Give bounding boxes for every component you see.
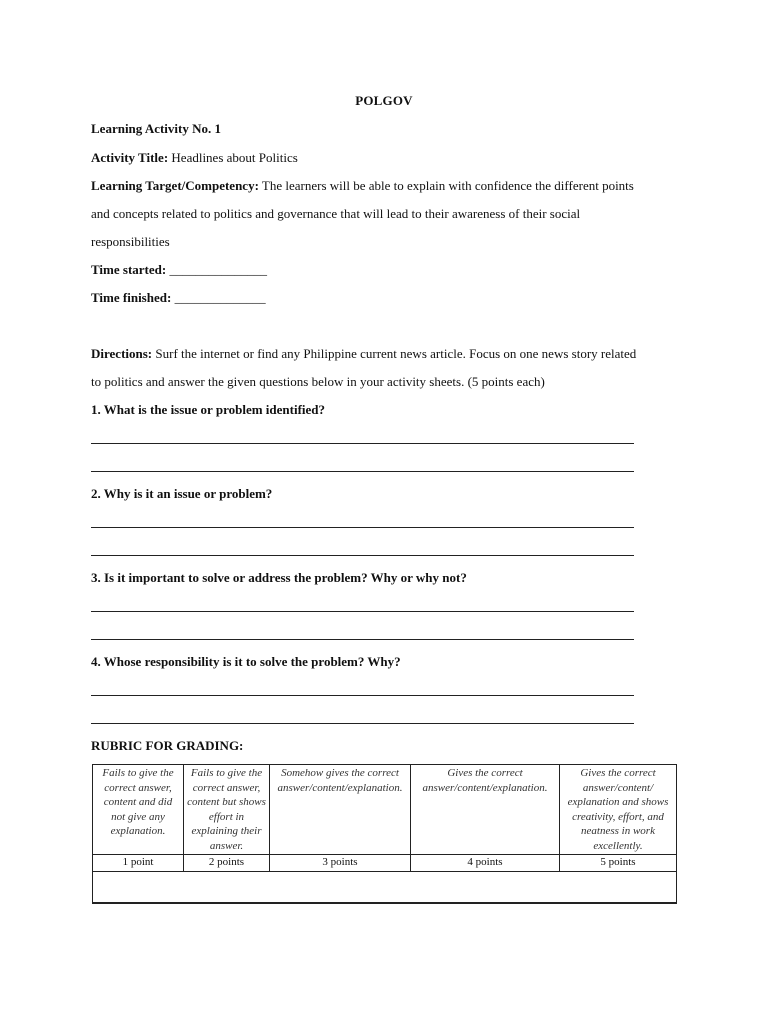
rubric-heading: RUBRIC FOR GRADING: — [91, 738, 244, 753]
rubric-description-5: Gives the correct answer/content/ explanation and shows creativity, effort, and neatness in work excellently. — [560, 765, 677, 855]
directions-label: Directions: — [91, 346, 153, 361]
rubric-description-3: Somehow gives the correct answer/content/explanation. — [270, 765, 411, 855]
question-2: 2. Why is it an issue or problem? — [91, 486, 273, 501]
directions-text-line2: to politics and answer the given questions below in your activity sheets. (5 points each) — [91, 374, 545, 389]
rubric-description-2: Fails to give the correct answer, content but shows effort in explaining their answer. — [184, 765, 270, 855]
rubric-points-1: 1 point — [93, 855, 184, 872]
question-3: 3. Is it important to solve or address the problem? Why or why not? — [91, 570, 467, 585]
learning-target-text-line1: The learners will be able to explain with confidence the different points — [261, 178, 634, 193]
answer-line — [91, 723, 634, 724]
activity-title-label: Activity Title: — [91, 150, 169, 165]
document-title: POLGOV — [355, 93, 413, 108]
answer-line — [91, 639, 634, 640]
answer-line — [91, 555, 634, 556]
answer-line — [91, 443, 634, 444]
rubric-points-3: 3 points — [270, 855, 411, 872]
activity-title-value: Headlines about Politics — [171, 150, 298, 165]
answer-line — [91, 527, 634, 528]
answer-line — [91, 695, 634, 696]
answer-line — [91, 611, 634, 612]
learning-target-text-line2: and concepts related to politics and governance that will lead to their awareness of their social — [91, 206, 581, 221]
rubric-description-row — [93, 765, 677, 855]
rubric-score-row — [93, 872, 677, 904]
learning-target-row — [91, 178, 634, 194]
directions-text-line1: Surf the internet or find any Philippine current news article. Focus on one news story related — [155, 346, 637, 361]
rubric-description-4: Gives the correct answer/content/explanation. — [411, 765, 560, 855]
rubric-points-2: 2 points — [184, 855, 270, 872]
rubric-points-5: 5 points — [560, 855, 677, 872]
rubric-points-4: 4 points — [411, 855, 560, 872]
time-started-row — [91, 262, 267, 278]
learning-target-label: Learning Target/Competency: — [91, 178, 259, 193]
time-finished-label: Time finished: — [91, 290, 172, 305]
question-4: 4. Whose responsibility is it to solve the problem? Why? — [91, 654, 401, 669]
rubric-table — [92, 764, 677, 904]
time-started-blank: _______________ — [169, 262, 267, 277]
question-1: 1. What is the issue or problem identified? — [91, 402, 326, 417]
rubric-description-1: Fails to give the correct answer, content and did not give any explanation. — [93, 765, 184, 855]
rubric-points-row — [93, 855, 677, 872]
rubric-score-cell — [93, 872, 677, 904]
answer-line — [91, 471, 634, 472]
activity-number: Learning Activity No. 1 — [91, 121, 221, 136]
time-finished-row — [91, 290, 266, 306]
activity-title-row — [91, 150, 298, 166]
time-finished-blank: ______________ — [174, 290, 266, 305]
time-started-label: Time started: — [91, 262, 167, 277]
learning-target-text-line3: responsibilities — [91, 234, 170, 249]
directions-row — [91, 346, 636, 362]
